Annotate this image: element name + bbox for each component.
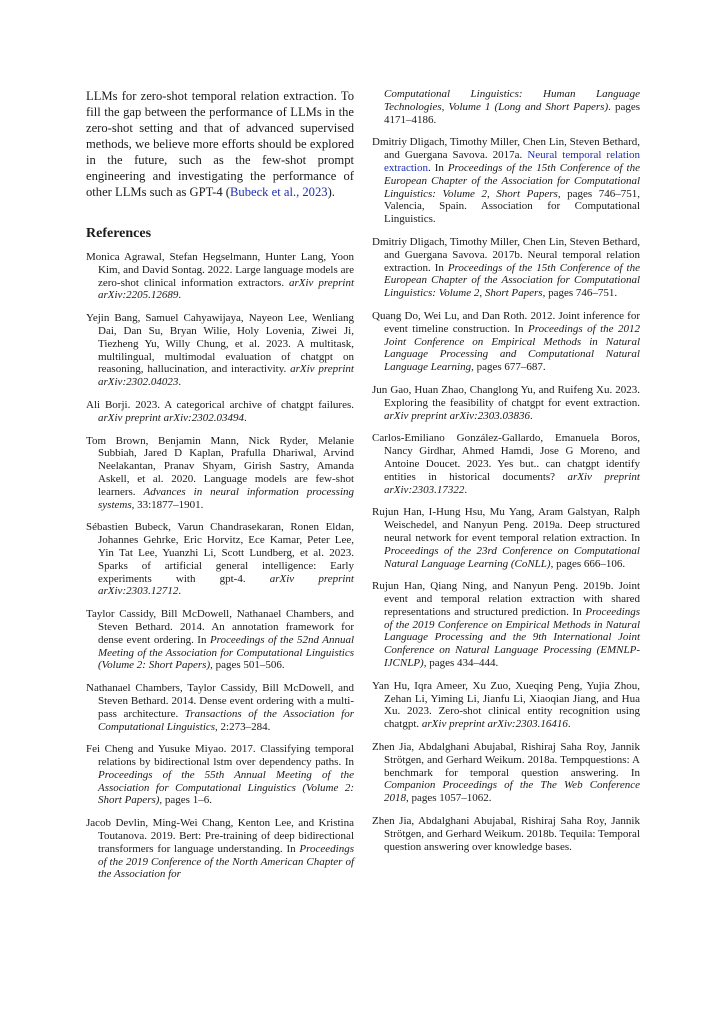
reference-venue: arXiv preprint arXiv:2205.12689 (98, 276, 354, 302)
reference-tail: , 2:273–284. (215, 720, 271, 733)
reference-venue: Proceedings of the 52nd Annual Meeting of the Association for Computational Linguistics (Volume 2: Short Papers) (98, 633, 354, 672)
reference-authors-title: Ali Borji. 2023. A categorical archive of chatgpt failures. (86, 398, 354, 411)
reference-entry (372, 384, 640, 422)
references-heading: References (86, 226, 152, 241)
reference-entry (372, 506, 640, 570)
reference-tail: . (243, 411, 247, 424)
reference-entry (372, 815, 640, 853)
reference-entry (86, 399, 354, 425)
reference-tail: , 33:1877–1901. (131, 498, 204, 511)
reference-link[interactable]: Neural temporal relation extraction (384, 149, 641, 174)
reference-authors-title: Carlos-Emiliano González-Gallardo, Emanuela Boros, Nancy Girdhar, Ahmed Hamdi, Jose G Moreno, and Antoine Doucet. 2023. Yes but.. can chatgpt identify entities in historical documents? (372, 432, 640, 483)
reference-authors-title: Sébastien Bubeck, Varun Chandrasekaran, Ronen Eldan, Johannes Gehrke, Eric Horvitz, Ece Kamar, Peter Lee, Yin Tat Lee, Yuanzhi Li, Scott Lundberg, et al. 2023. Sparks of artificial general intelligence: Early experiments with gpt-4. (86, 521, 354, 585)
intro-text: LLMs for zero-shot temporal relation extraction. To fill the gap between the performance of LLMs in the zero-shot setting and that of advanced supervised methods, we believe more efforts should be explored in the future, such as the few-shot prompt engineering and investigating the performance of other LLMs such as GPT-4 ( (86, 89, 354, 199)
reference-list-right (372, 88, 640, 853)
reference-entry (86, 743, 354, 807)
reference-venue: Proceedings of the 15th Conference of the European Chapter of the Association for Computational Linguistics: Volume 2, Short Papers (384, 161, 640, 200)
reference-entry (86, 251, 354, 302)
reference-tail: . (464, 483, 468, 496)
reference-entry (372, 580, 640, 670)
reference-tail: . (529, 409, 533, 422)
reference-venue: Transactions of the Association for Computational Linguistics (98, 707, 354, 733)
reference-tail: . (178, 585, 182, 598)
intro-tail: ). (327, 185, 335, 199)
reference-venue: arXiv preprint arXiv:2303.16416 (421, 718, 568, 731)
reference-venue: arXiv preprint arXiv:2302.04023 (98, 363, 354, 389)
citation-link[interactable]: Bubeck et al., 2023 (230, 185, 328, 199)
reference-list-left (86, 251, 354, 881)
reference-entry (372, 432, 640, 496)
reference-venue: Advances in neural information processing systems (98, 485, 354, 511)
reference-text: . In (427, 161, 448, 174)
reference-entry (372, 741, 640, 805)
reference-venue: Companion Proceedings of the The Web Conference 2018 (384, 779, 640, 805)
reference-authors-title: Yan Hu, Iqra Ameer, Xu Zuo, Xueqing Peng, Yujia Zhou, Zehan Li, Yiming Li, Jianfu Li, Xiaoqian Jiang, and Hua Xu. 2023. Zero-shot clinical entity recognition using chatgpt. (372, 679, 640, 731)
reference-entry (86, 608, 354, 672)
reference-authors-title: Rujun Han, Qiang Ning, and Nanyun Peng. 2019b. Joint event and temporal relation extraction with shared representations and structured prediction. In (372, 580, 640, 618)
reference-authors-title: Rujun Han, I-Hung Hsu, Mu Yang, Aram Galstyan, Ralph Weischedel, and Nanyun Peng. 2019a. Deep structured neural network for event temporal relation extraction. In (372, 506, 640, 544)
reference-tail: , pages 501–506. (210, 659, 285, 672)
reference-tail: . (178, 376, 182, 389)
reference-entry (86, 521, 354, 598)
reference-tail: . (567, 718, 571, 731)
reference-authors-title: Quang Do, Wei Lu, and Dan Roth. 2012. Joint inference for event timeline construction. In (372, 309, 640, 335)
reference-tail: . pages 4171–4186. (384, 100, 641, 126)
reference-authors-title: Dmitriy Dligach, Timothy Miller, Chen Lin, Steven Bethard, and Guergana Savova. 2017a. (372, 136, 640, 162)
reference-venue: Proceedings of the 55th Annual Meeting of the Association for Computational Linguistics (Volume 2: Short Papers) (98, 768, 354, 807)
reference-tail: , pages 677–687. (471, 361, 546, 374)
reference-tail: , pages 1–6. (159, 794, 212, 807)
reference-entry (86, 435, 354, 512)
reference-authors-title: Fei Cheng and Yusuke Miyao. 2017. Classifying temporal relations by bidirectional lstm over dependency paths. In (86, 743, 354, 769)
reference-entry (372, 310, 640, 374)
reference-entry (372, 236, 640, 300)
reference-authors-title: Jun Gao, Huan Zhao, Changlong Yu, and Ruifeng Xu. 2023. Exploring the feasibility of chatgpt for event extraction. (372, 383, 640, 409)
reference-entry (372, 136, 640, 226)
reference-authors-title: Dmitriy Dligach, Timothy Miller, Chen Lin, Steven Bethard, and Guergana Savova. 2017b. Neural temporal relation extraction. In (372, 235, 640, 274)
reference-venue: arXiv preprint arXiv:2303.12712 (98, 572, 354, 598)
reference-entry (372, 680, 640, 731)
reference-venue: arXiv preprint arXiv:2302.03494 (98, 411, 244, 424)
reference-authors-title: Taylor Cassidy, Bill McDowell, Nathanael Chambers, and Steven Bethard. 2014. An annotation framework for dense event ordering. In (86, 608, 354, 646)
reference-venue: Computational Linguistics: Human Language Technologies, Volume 1 (Long and Short Papers) (384, 88, 640, 113)
reference-authors-title: Tom Brown, Benjamin Mann, Nick Ryder, Melanie Subbiah, Jared D Kaplan, Prafulla Dhariwal, Arvind Neelakantan, Pranav Shyam, Girish Sastry, Amanda Askell, et al. 2020. Language models are few-shot learners. (86, 434, 354, 498)
reference-authors-title: Monica Agrawal, Stefan Hegselmann, Hunter Lang, Yoon Kim, and David Sontag. 2022. Large language models are zero-shot clinical information extractors. (86, 251, 354, 289)
reference-entry (86, 682, 354, 733)
reference-tail: . (178, 289, 182, 302)
reference-venue: Proceedings of the 2019 Conference of the North American Chapter of the Association for (98, 842, 354, 881)
reference-venue: Proceedings of the 23rd Conference on Computational Natural Language Learning (CoNLL) (384, 544, 640, 570)
reference-tail: , pages 746–751. (542, 287, 618, 300)
reference-tail: , pages 434–444. (423, 657, 499, 670)
reference-venue: Proceedings of the 2012 Joint Conference on Empirical Methods in Natural Language Processing and Computational Natural Language Learning (384, 322, 641, 374)
reference-authors-title: Jacob Devlin, Ming-Wei Chang, Kenton Lee, and Kristina Toutanova. 2019. Bert: Pre-training of deep bidirectional transformers for language understanding. In (86, 817, 354, 855)
reference-authors-title: Zhen Jia, Abdalghani Abujabal, Rishiraj Saha Roy, Jannik Strötgen, and Gerhard Weikum. 2018a. Tempquestions: A benchmark for temporal question answering. In (372, 741, 640, 779)
reference-authors-title: Nathanael Chambers, Taylor Cassidy, Bill McDowell, and Steven Bethard. 2014. Dense event ordering with a multi-pass architecture. (86, 682, 354, 720)
reference-venue: Proceedings of the 15th Conference of the European Chapter of the Association for Computational Linguistics: Volume 2, Short Papers (384, 261, 640, 300)
reference-venue: arXiv preprint arXiv:2303.17322 (384, 470, 640, 496)
reference-tail: , pages 666–106. (550, 557, 626, 570)
reference-entry (86, 817, 354, 881)
reference-authors-title: Zhen Jia, Abdalghani Abujabal, Rishiraj Saha Roy, Jannik Strötgen, and Gerhard Weikum. 2018b. Tequila: Temporal question answering over knowledge bases. (372, 815, 640, 853)
reference-authors-title: Yejin Bang, Samuel Cahyawijaya, Nayeon Lee, Wenliang Dai, Dan Su, Bryan Wilie, Holy Lovenia, Ziwei Ji, Tiezheng Yu, Willy Chung, et al. 2023. A multitask, multilingual, multimodal evaluation of chatgpt on reasoning, hallucination, and interactivity. (86, 312, 354, 376)
left-column (86, 88, 354, 881)
reference-venue: Proceedings of the 2019 Conference on Empirical Methods in Natural Language Processing and the 9th International Joint Conference on Natural Language Processing (EMNLP-IJCNLP) (384, 605, 640, 670)
reference-entry (86, 312, 354, 389)
right-column (372, 88, 640, 853)
reference-entry (372, 88, 640, 126)
intro-paragraph (86, 88, 354, 200)
reference-tail: , pages 1057–1062. (406, 792, 492, 805)
reference-tail: , pages 746–751, Valencia, Spain. Association for Computational Linguistics. (384, 187, 640, 226)
reference-venue: arXiv preprint arXiv:2303.03836 (384, 409, 530, 422)
